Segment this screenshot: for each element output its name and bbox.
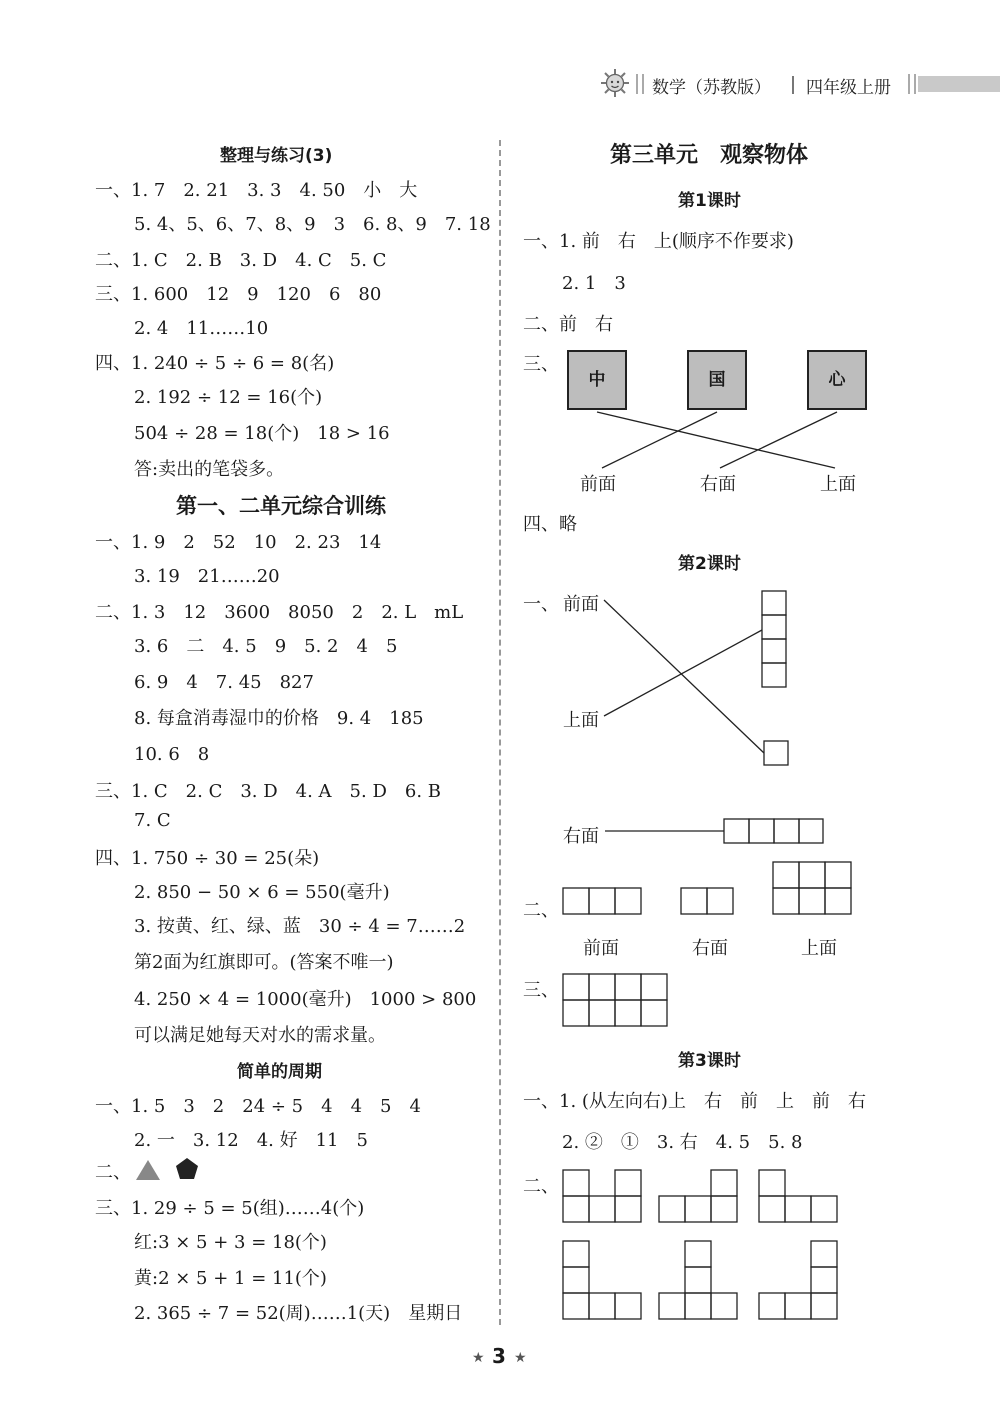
header-grade: 四年级上册 — [806, 78, 891, 98]
answer-line: 3. 6 二 4. 5 9 5. 2 4 5 — [134, 636, 398, 657]
answer-line: 一、1. (从左向右)上 右 前 上 前 右 — [523, 1091, 866, 1112]
answer-line: 一、1. 9 2 52 10 2. 23 14 — [95, 532, 382, 553]
answer-line: 三、1. 29 ÷ 5 = 5(组)……4(个) — [95, 1198, 365, 1219]
grid-vertical-4 — [762, 591, 786, 687]
lesson-title: 第2课时 — [678, 554, 741, 574]
answer-line: 二、 — [523, 1176, 559, 1197]
view-label-front: 前面 — [580, 474, 616, 495]
match-line — [720, 412, 837, 468]
page-number: 3 — [492, 1344, 506, 1368]
l2-label-top: 上面 — [563, 710, 599, 731]
grid-shape-3 — [759, 1170, 837, 1222]
answer-line: 三、 — [523, 980, 559, 1001]
grid-shape-1 — [563, 1170, 641, 1222]
answer-line: 二、前 右 — [523, 314, 613, 335]
grid-row-4 — [724, 819, 823, 843]
box-zhong: 中 — [567, 350, 627, 410]
answer-line: 四、略 — [523, 514, 577, 535]
view-label-right: 右面 — [700, 474, 736, 495]
grid-shape-5 — [659, 1241, 737, 1319]
answer-line: 四、1. 240 ÷ 5 ÷ 6 = 8(名) — [95, 353, 335, 374]
view-label-top: 上面 — [820, 474, 856, 495]
l2-view-label-front: 前面 — [583, 938, 619, 959]
answer-line: 四、1. 750 ÷ 30 = 25(朵) — [95, 848, 320, 869]
answer-line: 一、1. 7 2. 21 3. 3 4. 50 小 大 — [95, 180, 418, 201]
match-line — [604, 600, 764, 753]
answer-line: 二、 — [95, 1162, 131, 1183]
answer-line: 2. 365 ÷ 7 = 52(周)……1(天) 星期日 — [134, 1303, 463, 1324]
answer-line: 2. 1 3 — [562, 273, 626, 294]
answer-line: 4. 250 × 4 = 1000(毫升) 1000 > 800 — [134, 989, 477, 1010]
answer-line: 2. ② ① 3. 右 4. 5 5. 8 — [562, 1132, 803, 1153]
answer-line: 2. 4 11……10 — [134, 318, 269, 339]
unit-title: 第三单元 观察物体 — [610, 143, 809, 168]
match-line — [597, 412, 835, 468]
answer-line: 红:3 × 5 + 3 = 18(个) — [134, 1232, 327, 1253]
footer-star-icon: ★ — [514, 1350, 527, 1366]
grid-shape-2 — [659, 1170, 737, 1222]
answer-line: 可以满足她每天对水的需求量。 — [134, 1025, 386, 1046]
answer-line: 8. 每盒消毒湿巾的价格 9. 4 185 — [134, 708, 424, 729]
box-guo: 国 — [687, 350, 747, 410]
answer-line: 7. C — [134, 810, 171, 831]
answer-line: 二、1. C 2. B 3. D 4. C 5. C — [95, 250, 387, 271]
section-title: 第一、二单元综合训练 — [176, 494, 386, 518]
answer-line: 一、1. 5 3 2 24 ÷ 5 4 4 5 4 — [95, 1096, 421, 1117]
section-title: 简单的周期 — [237, 1062, 322, 1082]
answer-line: 答:卖出的笔袋多。 — [134, 459, 285, 480]
answer-line: 黄:2 × 5 + 1 = 11(个) — [134, 1268, 327, 1289]
answer-line: 二、1. 3 12 3600 8050 2 2. L mL — [95, 602, 464, 623]
grid-top-view — [773, 862, 851, 914]
l2-view-label-top: 上面 — [801, 938, 837, 959]
answer-line: 一、 — [523, 594, 559, 615]
grid-shape-6 — [759, 1241, 837, 1319]
answer-line: 3. 19 21……20 — [134, 566, 280, 587]
answer-line: 三、1. C 2. C 3. D 4. A 5. D 6. B — [95, 781, 442, 802]
box-xin: 心 — [807, 350, 867, 410]
grid-shape-4 — [563, 1241, 641, 1319]
answer-line: 5. 4、5、6、7、8、9 3 6. 8、9 7. 18 — [134, 214, 491, 235]
grid-right-view — [681, 888, 733, 914]
grid-front-view — [563, 888, 641, 914]
answer-line: 二、 — [523, 900, 559, 921]
grid-2x4 — [563, 974, 667, 1026]
answer-line: 一、1. 前 右 上(顺序不作要求) — [523, 231, 794, 252]
match-line — [604, 630, 762, 716]
answer-line: 504 ÷ 28 = 18(个) 18 > 16 — [134, 423, 390, 444]
l2-label-right: 右面 — [563, 826, 599, 847]
answer-line: 三、1. 600 12 9 120 6 80 — [95, 284, 382, 305]
answer-line: 2. 192 ÷ 12 = 16(个) — [134, 387, 323, 408]
answer-line: 6. 9 4 7. 45 827 — [134, 672, 314, 693]
footer-star-icon: ★ — [472, 1350, 485, 1366]
lesson-title: 第1课时 — [678, 191, 741, 211]
match-line — [602, 412, 717, 468]
section-title: 整理与练习(3) — [220, 146, 333, 166]
answer-line: 三、 — [523, 354, 559, 375]
answer-line: 2. 一 3. 12 4. 好 11 5 — [134, 1130, 368, 1151]
answer-line: 第2面为红旗即可。(答案不唯一) — [134, 952, 394, 973]
header-subject: 数学（苏教版） — [652, 78, 771, 98]
lesson-title: 第3课时 — [678, 1051, 741, 1071]
grid-single — [764, 741, 788, 765]
answer-line: 10. 6 8 — [134, 744, 210, 765]
answer-line: 3. 按黄、红、绿、蓝 30 ÷ 4 = 7……2 — [134, 916, 466, 937]
answer-line: 2. 850 − 50 × 6 = 550(毫升) — [134, 882, 390, 903]
l2-view-label-right: 右面 — [692, 938, 728, 959]
l2-label-front: 前面 — [563, 594, 599, 615]
